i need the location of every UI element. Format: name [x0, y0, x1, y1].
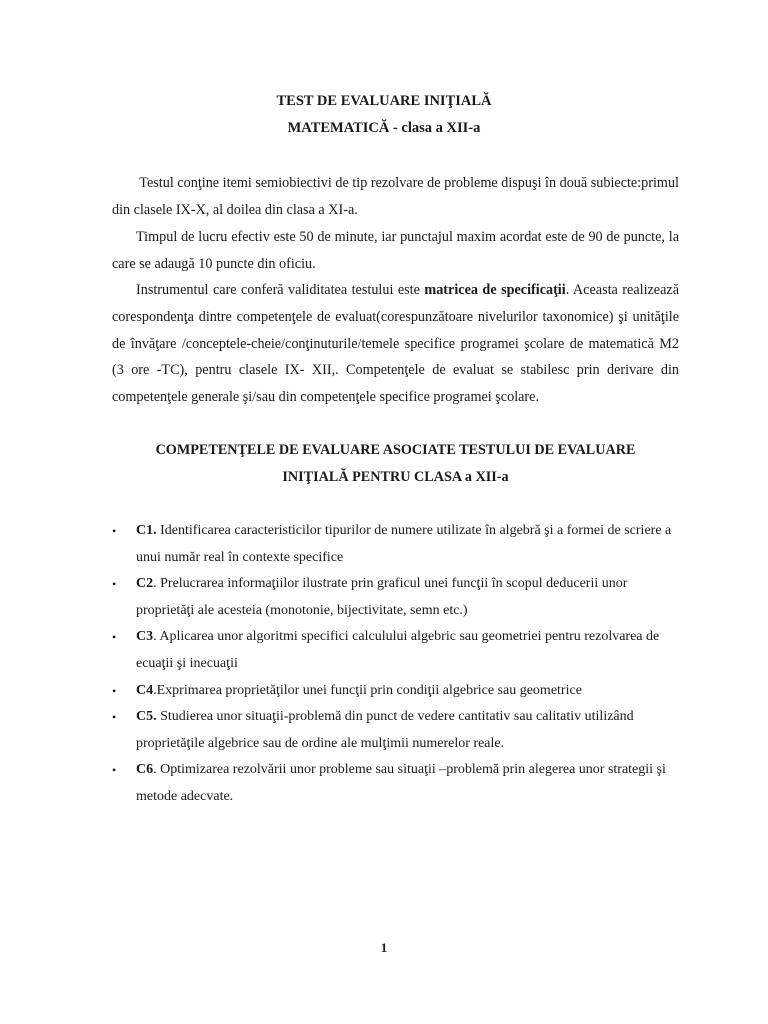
competency-item-c1	[112, 518, 672, 571]
intro-paragraph-1	[112, 170, 679, 224]
page-number: 1	[380, 940, 388, 955]
competency-item-c3	[112, 624, 672, 677]
document-title: TEST DE EVALUARE INIŢIALĂ	[276, 93, 492, 109]
competency-code: C5.	[136, 709, 157, 725]
competencies-list	[112, 518, 672, 811]
intro-paragraph-3-text-before: Instrumentul care conferă validitatea testului este	[136, 282, 425, 298]
bullet-icon: •	[112, 763, 117, 778]
bullet-icon: •	[112, 524, 117, 538]
competencies-heading-line-1: COMPETENŢELE DE EVALUARE ASOCIATE TESTULUI DE EVALUARE	[155, 442, 636, 458]
bullet-icon: •	[112, 577, 117, 592]
intro-paragraph-3-text-after: . Aceasta realizează corespondenţa dintre competenţele de evaluat(corespunzătoare nivelurilor taxonomice) şi unităţile de învăţare /conceptele-cheie/conţinuturile/temele specifice programei şcolare de matematică M2 (3 ore -TC), pentru clasele IX- XII,. Competenţele de evaluat se stabilesc prin derivare din competenţele generale şi/sau din competenţele specifice programei şcolare.	[112, 282, 679, 406]
specification-matrix-term: matricea de specificaţii	[424, 282, 566, 298]
competency-item-c5	[112, 704, 672, 757]
competency-text: .Exprimarea proprietăţilor unei funcţii prin condiţii algebrice sau geometrice	[153, 682, 582, 698]
competency-text: Identificarea caracteristicilor tipurilor de numere utilizate în algebră şi a formei de scriere a unui număr real în contexte specifice	[136, 523, 672, 565]
competency-code: C2	[136, 576, 154, 592]
competency-code: C4	[136, 682, 154, 698]
intro-paragraph-1-text: Testul conţine itemi semiobiectivi de tip rezolvare de probleme dispuşi în două subiecte:primul din clasele IX-X, al doilea din clasa a XI-a.	[112, 175, 679, 218]
intro-paragraph-3	[112, 277, 679, 411]
bullet-icon: •	[112, 630, 117, 645]
competency-text: Studierea unor situaţii-problemă din punct de vedere cantitativ sau calitativ utilizând proprietăţile algebrice sau de ordine ale mulţimii numerelor reale.	[136, 709, 634, 751]
intro-paragraph-2	[112, 224, 679, 278]
competency-item-c6	[112, 757, 672, 810]
document-subtitle: MATEMATICĂ - clasa a XII-a	[287, 120, 481, 136]
competency-code: C3	[136, 629, 154, 645]
competency-text: . Optimizarea rezolvării unor probleme sau situaţii –problemă prin alegerea unor strategii şi metode adecvate.	[136, 762, 666, 804]
competency-item-c4	[112, 678, 672, 705]
competency-text: . Aplicarea unor algoritmi specifici calculului algebric sau geometriei pentru rezolvarea de ecuaţii şi inecuaţii	[136, 629, 660, 671]
intro-paragraph-2-text: Timpul de lucru efectiv este 50 de minute, iar punctajul maxim acordat este de 90 de puncte, la care se adaugă 10 puncte din oficiu.	[112, 229, 679, 272]
competencies-heading-line-2: INIŢIALĂ PENTRU CLASA a XII-a	[282, 468, 509, 485]
competency-code: C6	[136, 762, 154, 778]
competency-code: C1.	[136, 523, 157, 538]
competencies-heading	[112, 437, 679, 491]
competency-item-c2	[112, 571, 672, 624]
bullet-icon: •	[112, 710, 117, 725]
bullet-icon: •	[112, 683, 117, 698]
competency-text: . Prelucrarea informaţiilor ilustrate prin graficul unei funcţii în scopul deducerii unor proprietăţi ale acesteia (monotonie, bijectivitate, semn etc.)	[136, 576, 628, 618]
